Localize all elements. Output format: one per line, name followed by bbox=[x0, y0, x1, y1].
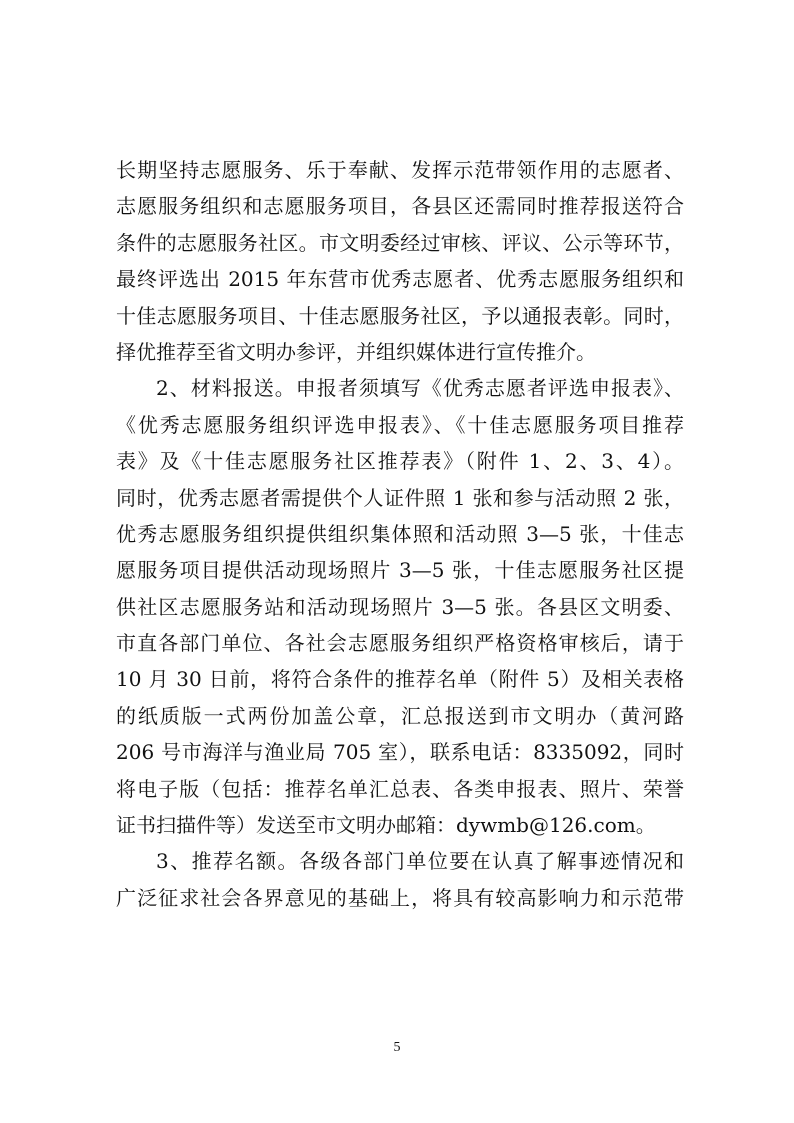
text-line: 十佳志愿服务项目、十佳志愿服务社区，予以通报表彰。同时， bbox=[116, 303, 684, 328]
text-line: 供社区志愿服务站和活动现场照片 3—5 张。各县区文明委、 bbox=[116, 594, 684, 619]
text-line: 将电子版（包括：推荐名单汇总表、各类申报表、照片、荣誉 bbox=[116, 776, 684, 801]
text-line: 优秀志愿服务组织提供组织集体照和活动照 3—5 张，十佳志 bbox=[116, 521, 684, 546]
text-line: 10 月 30 日前，将符合条件的推荐名单（附件 5）及相关表格 bbox=[116, 667, 684, 692]
text-line: 志愿服务组织和志愿服务项目，各县区还需同时推荐报送符合 bbox=[116, 194, 684, 219]
text-line: 2、材料报送。申报者须填写《优秀志愿者评选申报表》、 bbox=[156, 376, 684, 401]
body-text bbox=[116, 152, 684, 916]
text-line: 最终评选出 2015 年东营市优秀志愿者、优秀志愿服务组织和 bbox=[116, 267, 684, 292]
text-line: 证书扫描件等）发送至市文明办邮箱：dywmb@126.com。 bbox=[116, 813, 656, 838]
text-line: 广泛征求社会各界意见的基础上，将具有较高影响力和示范带 bbox=[116, 885, 684, 910]
text-line: 同时，优秀志愿者需提供个人证件照 1 张和参与活动照 2 张， bbox=[116, 485, 684, 510]
text-line: 的纸质版一式两份加盖公章，汇总报送到市文明办（黄河路 bbox=[116, 703, 684, 728]
text-line: 3、推荐名额。各级各部门单位要在认真了解事迹情况和 bbox=[156, 849, 684, 874]
text-line: 表》及《十佳志愿服务社区推荐表》（附件 1、2、3、4）。 bbox=[116, 449, 684, 474]
page-number: 5 bbox=[393, 1040, 401, 1055]
text-line: 择优推荐至省文明办参评，并组织媒体进行宣传推介。 bbox=[116, 339, 596, 364]
text-line: 《优秀志愿服务组织评选申报表》、《十佳志愿服务项目推荐 bbox=[116, 412, 684, 437]
text-line: 206 号市海洋与渔业局 705 室），联系电话：8335092，同时 bbox=[116, 740, 684, 765]
text-line: 长期坚持志愿服务、乐于奉献、发挥示范带领作用的志愿者、 bbox=[116, 158, 684, 182]
text-line: 条件的志愿服务社区。市文明委经过审核、评议、公示等环节， bbox=[116, 230, 684, 255]
text-line: 愿服务项目提供活动现场照片 3—5 张，十佳志愿服务社区提 bbox=[116, 558, 684, 583]
text-line: 市直各部门单位、各社会志愿服务组织严格资格审核后，请于 bbox=[116, 631, 684, 656]
